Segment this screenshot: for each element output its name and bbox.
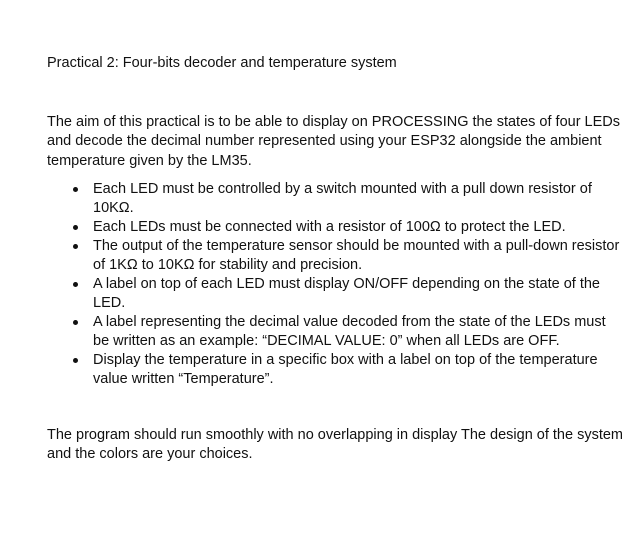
list-item-text: Display the temperature in a specific box with a label on top of the temperature value written “Temperature”. [93,352,598,387]
bullet-icon [73,225,78,230]
bullet-icon [73,244,78,249]
bullet-icon [73,358,78,363]
list-item-text: A label on top of each LED must display ON/OFF depending on the state of the LED. [93,276,600,311]
bullet-icon [73,187,78,192]
list-item [47,218,622,237]
list-item [47,180,622,218]
bullet-icon [73,282,78,287]
list-item-text: Each LEDs must be connected with a resistor of 100Ω to protect the LED. [93,219,566,235]
document-title: Practical 2: Four-bits decoder and temperature system [47,55,397,71]
intro-paragraph: The aim of this practical is to be able to display on PROCESSING the states of four LEDs and decode the decimal number represented using your ESP32 alongside the ambient temperature given by the LM35. [47,114,621,169]
list-item-text: Each LED must be controlled by a switch mounted with a pull down resistor of 10KΩ. [93,181,592,216]
list-item [47,351,622,389]
list-item-text: A label representing the decimal value decoded from the state of the LEDs must be written as an example: “DECIMAL VALUE: 0” when all LEDs are OFF. [93,314,606,349]
list-item [47,237,622,275]
list-item-text: The output of the temperature sensor should be mounted with a pull-down resistor of 1KΩ to 10KΩ for stability and precision. [93,238,620,273]
list-item [47,313,622,351]
closing-paragraph: The program should run smoothly with no overlapping in display The design of the system and the colors are your choices. [47,427,624,463]
bullet-icon [73,320,78,325]
list-item [47,275,622,313]
requirements-list [47,180,622,389]
